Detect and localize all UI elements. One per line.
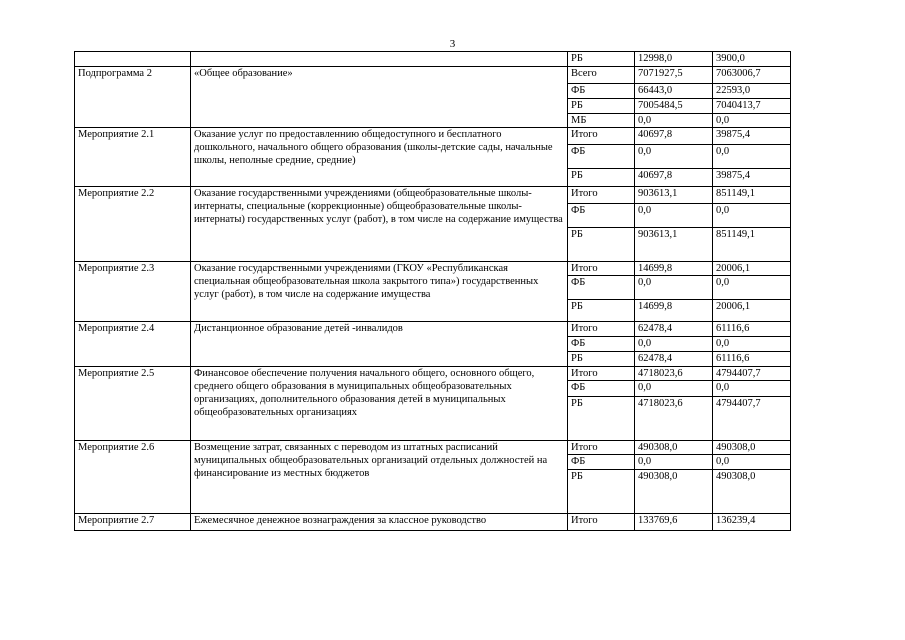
description-cell: Финансовое обеспечение получения начального общего, основного общего, среднего общего образования в муниципальных общеобразовательных организациях, дополнительного образования детей в муниципальных общеобразовательных организациях xyxy=(191,367,568,441)
table-row xyxy=(75,322,791,337)
value-year2-cell: 0,0 xyxy=(713,337,791,352)
value-year2-cell: 20006,1 xyxy=(713,262,791,276)
description-cell: Оказание государственными учреждениями (общеобразовательные школы-интернаты, специальные (коррекционные) общеобразовательные школы-интернаты) государственных услуг (работ), в том числе на содержание имущества xyxy=(191,187,568,262)
value-year1-cell: 0,0 xyxy=(635,276,713,300)
value-year2-cell: 490308,0 xyxy=(713,470,791,514)
program-cell: Мероприятие 2.3 xyxy=(75,262,191,322)
value-year2-cell: 0,0 xyxy=(713,204,791,228)
table-row xyxy=(75,262,791,276)
value-year2-cell: 7040413,7 xyxy=(713,99,791,114)
source-cell: Итого xyxy=(568,367,635,381)
value-year2-cell: 7063006,7 xyxy=(713,67,791,84)
value-year1-cell: 40697,8 xyxy=(635,169,713,187)
source-cell: Итого xyxy=(568,322,635,337)
table-row xyxy=(75,514,791,531)
source-cell: РБ xyxy=(568,99,635,114)
value-year2-cell: 0,0 xyxy=(713,145,791,169)
program-cell: Мероприятие 2.5 xyxy=(75,367,191,441)
value-year2-cell: 0,0 xyxy=(713,276,791,300)
program-cell: Мероприятие 2.7 xyxy=(75,514,191,531)
value-year1-cell: 62478,4 xyxy=(635,352,713,367)
value-year1-cell: 0,0 xyxy=(635,145,713,169)
value-year1-cell: 12998,0 xyxy=(635,52,713,67)
value-year1-cell: 0,0 xyxy=(635,114,713,128)
source-cell: РБ xyxy=(568,169,635,187)
value-year1-cell: 66443,0 xyxy=(635,84,713,99)
description-cell: «Общее образование» xyxy=(191,67,568,128)
value-year1-cell: 7005484,5 xyxy=(635,99,713,114)
table-row xyxy=(75,441,791,455)
value-year1-cell: 133769,6 xyxy=(635,514,713,531)
table-row xyxy=(75,128,791,145)
budget-table xyxy=(74,51,791,531)
table-row xyxy=(75,367,791,381)
value-year2-cell: 0,0 xyxy=(713,114,791,128)
source-cell: ФБ xyxy=(568,455,635,470)
source-cell: Итого xyxy=(568,514,635,531)
table-row xyxy=(75,187,791,204)
value-year2-cell: 61116,6 xyxy=(713,352,791,367)
source-cell: Итого xyxy=(568,441,635,455)
source-cell: ФБ xyxy=(568,381,635,397)
source-cell: ФБ xyxy=(568,276,635,300)
source-cell: Итого xyxy=(568,262,635,276)
budget-table-body xyxy=(75,52,791,531)
value-year1-cell: 7071927,5 xyxy=(635,67,713,84)
value-year1-cell: 490308,0 xyxy=(635,470,713,514)
description-cell: Дистанционное образование детей -инвалидов xyxy=(191,322,568,367)
program-cell xyxy=(75,52,191,67)
value-year2-cell: 3900,0 xyxy=(713,52,791,67)
source-cell: РБ xyxy=(568,300,635,322)
value-year2-cell: 0,0 xyxy=(713,381,791,397)
value-year2-cell: 22593,0 xyxy=(713,84,791,99)
source-cell: РБ xyxy=(568,228,635,262)
value-year1-cell: 0,0 xyxy=(635,381,713,397)
value-year1-cell: 903613,1 xyxy=(635,187,713,204)
source-cell: РБ xyxy=(568,352,635,367)
value-year2-cell: 39875,4 xyxy=(713,128,791,145)
description-cell xyxy=(191,52,568,67)
source-cell: ФБ xyxy=(568,145,635,169)
program-cell: Мероприятие 2.4 xyxy=(75,322,191,367)
value-year1-cell: 4718023,6 xyxy=(635,397,713,441)
value-year1-cell: 14699,8 xyxy=(635,262,713,276)
source-cell: Итого xyxy=(568,128,635,145)
value-year2-cell: 4794407,7 xyxy=(713,397,791,441)
source-cell: Итого xyxy=(568,187,635,204)
program-cell: Мероприятие 2.1 xyxy=(75,128,191,187)
description-cell: Возмещение затрат, связанных с переводом из штатных расписаний муниципальных общеобразовательных организаций отдельных должностей на финансирование из местных бюджетов xyxy=(191,441,568,514)
value-year1-cell: 490308,0 xyxy=(635,441,713,455)
source-cell: РБ xyxy=(568,52,635,67)
page-number: 3 xyxy=(449,38,456,50)
description-cell: Оказание государственными учреждениями (ГКОУ «Республиканская специальная общеобразовательная школа закрытого типа») государственных услуг (работ), в том числе на содержание имущества xyxy=(191,262,568,322)
program-cell: Мероприятие 2.6 xyxy=(75,441,191,514)
value-year2-cell: 20006,1 xyxy=(713,300,791,322)
source-cell: ФБ xyxy=(568,204,635,228)
source-cell: МБ xyxy=(568,114,635,128)
value-year1-cell: 0,0 xyxy=(635,337,713,352)
value-year1-cell: 62478,4 xyxy=(635,322,713,337)
value-year1-cell: 903613,1 xyxy=(635,228,713,262)
value-year1-cell: 0,0 xyxy=(635,455,713,470)
value-year2-cell: 39875,4 xyxy=(713,169,791,187)
description-cell: Оказание услуг по предоставленнию общедоступного и бесплатного дошкольного, начального общего образования (школы-детские сады, начальные школы, неполные средние, средние) xyxy=(191,128,568,187)
table-row xyxy=(75,67,791,84)
value-year1-cell: 40697,8 xyxy=(635,128,713,145)
value-year2-cell: 4794407,7 xyxy=(713,367,791,381)
source-cell: РБ xyxy=(568,470,635,514)
value-year1-cell: 14699,8 xyxy=(635,300,713,322)
source-cell: ФБ xyxy=(568,337,635,352)
value-year2-cell: 851149,1 xyxy=(713,228,791,262)
program-cell: Мероприятие 2.2 xyxy=(75,187,191,262)
program-cell: Подпрограмма 2 xyxy=(75,67,191,128)
value-year2-cell: 136239,4 xyxy=(713,514,791,531)
source-cell: Всего xyxy=(568,67,635,84)
value-year2-cell: 61116,6 xyxy=(713,322,791,337)
value-year1-cell: 4718023,6 xyxy=(635,367,713,381)
value-year2-cell: 0,0 xyxy=(713,455,791,470)
source-cell: РБ xyxy=(568,397,635,441)
value-year1-cell: 0,0 xyxy=(635,204,713,228)
source-cell: ФБ xyxy=(568,84,635,99)
value-year2-cell: 851149,1 xyxy=(713,187,791,204)
value-year2-cell: 490308,0 xyxy=(713,441,791,455)
table-row xyxy=(75,52,791,67)
description-cell: Ежемесячное денежное вознаграждения за классное руководство xyxy=(191,514,568,531)
